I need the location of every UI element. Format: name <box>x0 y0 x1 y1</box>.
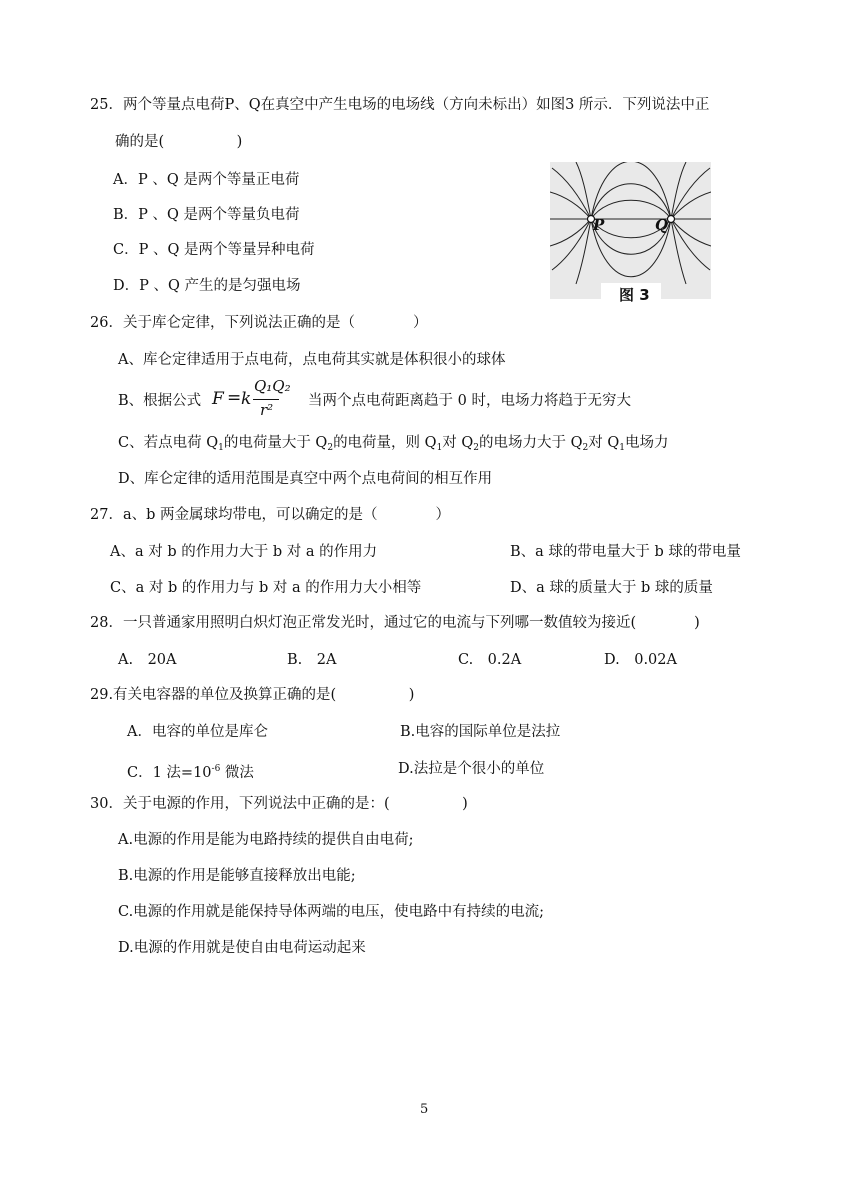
label-p: P <box>593 216 605 234</box>
label-q: Q <box>655 216 669 234</box>
field-line <box>552 168 591 219</box>
superscript: -6 <box>211 764 221 774</box>
figure-3-electric-field-lines <box>550 162 711 299</box>
field-line <box>550 219 591 246</box>
q26-option-b-suffix: 当两个点电荷距离趋于 0 时，电场力将趋于无穷大 <box>308 393 631 409</box>
field-line <box>591 184 671 219</box>
field-line <box>671 219 710 270</box>
q29-c-suffix: 微法 <box>220 765 254 781</box>
q30-option-b: B.电源的作用是能够直接释放出电能; <box>118 868 356 884</box>
q26-c-part: 电场力 <box>625 435 669 451</box>
q25-stem-line2: 确的是( ) <box>115 134 243 150</box>
field-line <box>552 219 591 270</box>
q25-option-a: A．P 、Q 是两个等量正电荷 <box>113 172 300 188</box>
q30-option-c: C.电源的作用就是能保持导体两端的电压，使电路中有持续的电流; <box>118 904 545 920</box>
subscript: 1 <box>436 443 443 453</box>
q29-option-d: D.法拉是个很小的单位 <box>398 761 545 777</box>
q26-option-b-prefix: B、根据公式 <box>118 393 202 409</box>
formula-equals: = <box>227 388 242 408</box>
q30-stem: 30．关于电源的作用，下列说法中正确的是：( ) <box>90 796 468 812</box>
q26-option-d: D、库仑定律的适用范围是真空中两个点电荷间的相互作用 <box>118 471 493 487</box>
field-line <box>671 192 711 219</box>
field-line <box>671 162 686 219</box>
figure-caption: 图 3 <box>601 283 661 307</box>
q26-c-part: C、若点电荷 Q <box>118 435 219 451</box>
q28-option-a: A. 20A <box>118 652 177 668</box>
q28-option-c: C. 0.2A <box>458 652 522 668</box>
field-line <box>671 168 710 219</box>
q26-c-part: 的电场力大于 Q <box>479 435 583 451</box>
q29-c-prefix: C．1 法=10 <box>127 765 212 781</box>
q25-option-d: D．P 、Q 产生的是匀强电场 <box>113 278 301 294</box>
field-line <box>576 219 591 284</box>
q27-option-a: A、a 对 b 的作用力大于 b 对 a 的作用力 <box>110 544 378 560</box>
subscript: 2 <box>582 443 589 453</box>
q28-option-d: D. 0.02A <box>604 652 677 668</box>
q26-c-part: 的电荷量，则 Q <box>333 435 437 451</box>
formula-k: k <box>241 389 252 409</box>
q26-option-a: A、库仑定律适用于点电荷，点电荷其实就是体积很小的球体 <box>118 352 506 368</box>
q28-stem: 28．一只普通家用照明白炽灯泡正常发光时，通过它的电流与下列哪一数值较为接近( ) <box>90 615 700 631</box>
subscript: 2 <box>327 443 334 453</box>
q27-option-b: B、a 球的带电量大于 b 球的带电量 <box>510 544 741 560</box>
q28-option-b: B. 2A <box>287 652 337 668</box>
formula-fraction-bar <box>253 399 279 400</box>
q25-option-b: B．P 、Q 是两个等量负电荷 <box>113 207 300 223</box>
q27-option-c: C、a 对 b 的作用力与 b 对 a 的作用力大小相等 <box>110 580 422 596</box>
field-lines-diagram <box>550 162 711 299</box>
subscript: 1 <box>619 443 625 453</box>
page-number: 5 <box>420 1102 429 1117</box>
field-line <box>671 219 686 284</box>
q26-c-part: 对 Q <box>588 435 620 451</box>
field-line <box>671 219 711 246</box>
subscript: 1 <box>218 443 224 453</box>
q26-option-c <box>118 433 669 458</box>
q27-option-d: D、a 球的质量大于 b 球的质量 <box>510 580 713 596</box>
field-line <box>550 192 591 219</box>
q30-option-d: D.电源的作用就是使自由电荷运动起来 <box>118 940 366 956</box>
coulomb-formula <box>212 377 291 427</box>
formula-lhs: F <box>212 389 224 409</box>
q26-c-part: 对 Q <box>442 435 474 451</box>
q27-stem: 27．a、b 两金属球均带电，可以确定的是（ ） <box>90 507 450 523</box>
subscript: 2 <box>473 443 480 453</box>
formula-denominator: r² <box>260 401 274 419</box>
q29-option-c <box>127 759 254 783</box>
q29-option-a: A．电容的单位是库仑 <box>127 724 268 740</box>
q26-stem: 26．关于库仑定律，下列说法正确的是（ ） <box>90 315 428 331</box>
field-line <box>591 162 671 219</box>
q25-option-c: C．P 、Q 是两个等量异种电荷 <box>113 242 315 258</box>
charge-q <box>668 216 675 223</box>
q29-stem: 29.有关电容器的单位及换算正确的是( ) <box>90 687 415 703</box>
q25-stem-line1: 25．两个等量点电荷P、Q在真空中产生电场的电场线（方向未标出）如图3 所示．下列说法中正 <box>90 97 710 113</box>
q26-c-part: 的电荷量大于 Q <box>223 435 328 451</box>
q29-option-b: B.电容的国际单位是法拉 <box>400 724 561 740</box>
formula-numerator: Q₁Q₂ <box>254 377 291 395</box>
field-line <box>576 162 591 219</box>
q30-option-a: A.电源的作用是能为电路持续的提供自由电荷; <box>118 832 414 848</box>
